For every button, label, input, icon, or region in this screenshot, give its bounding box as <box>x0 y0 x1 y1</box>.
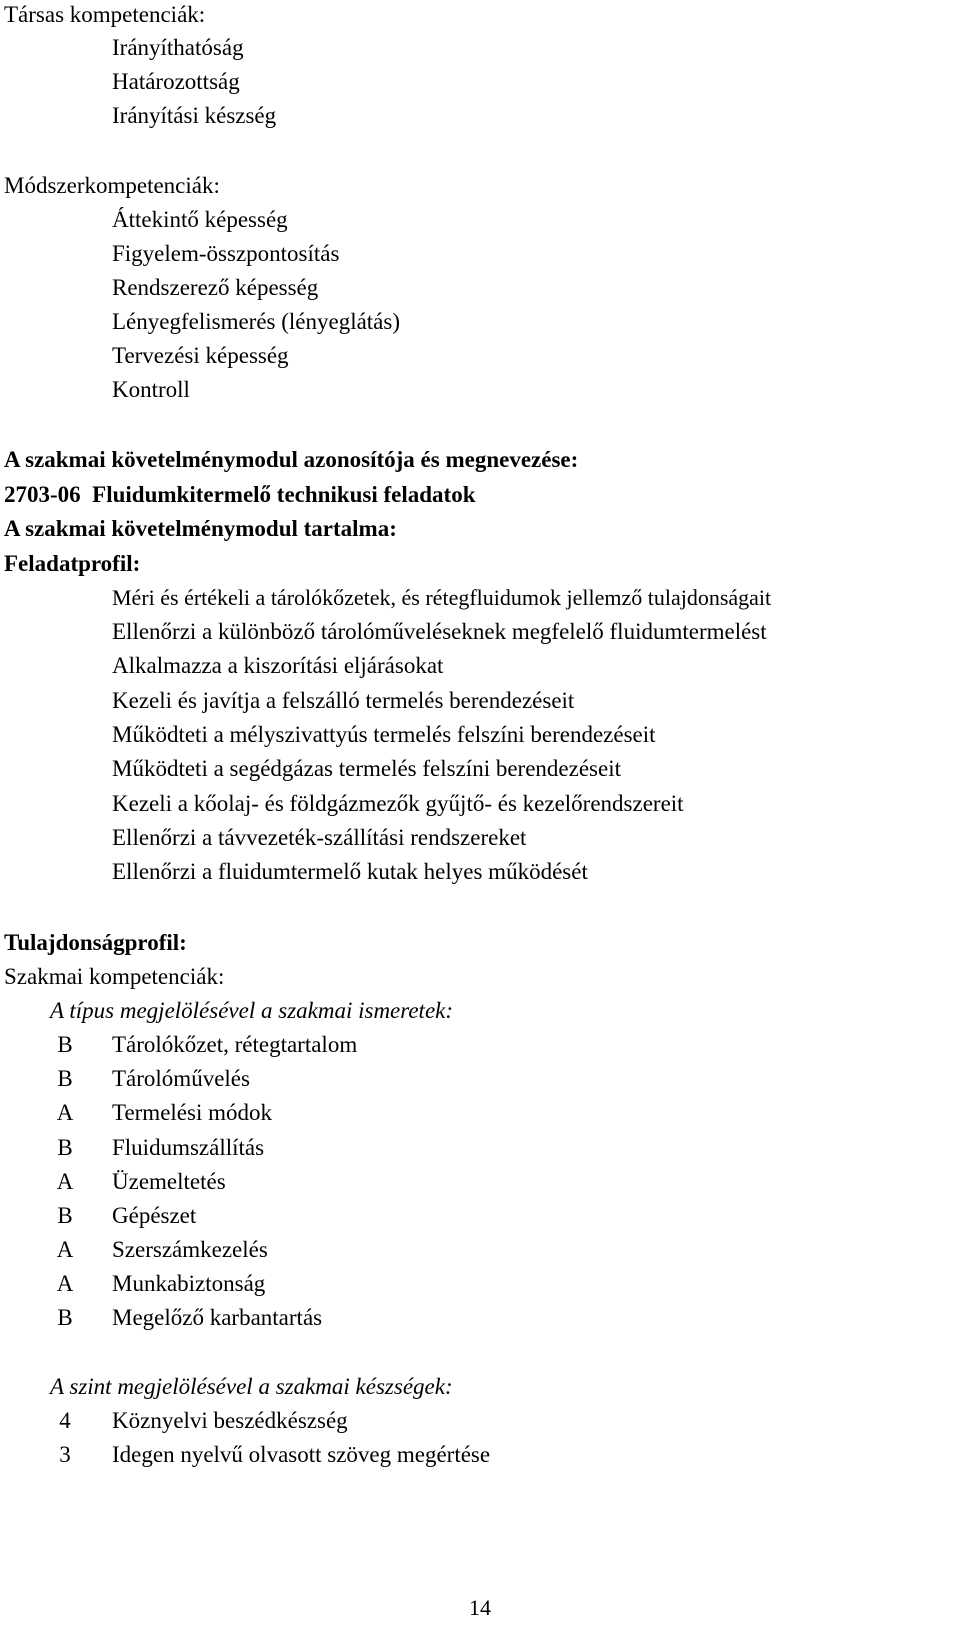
knowledge-code: A <box>56 1237 74 1262</box>
property-profile-heading: Tulajdonságprofil: <box>4 930 187 955</box>
knowledge-code: A <box>56 1169 74 1194</box>
skill-level: 3 <box>59 1442 71 1467</box>
task-item: Ellenőrzi a különböző tárolóműveléseknek megfelelő fluidumtermelést <box>112 619 767 644</box>
knowledge-item: Szerszámkezelés <box>112 1237 268 1262</box>
knowledge-code: B <box>57 1305 73 1330</box>
knowledge-heading: A típus megjelölésével a szakmai ismeretek: <box>50 998 454 1023</box>
task-item: Kezeli a kőolaj- és földgázmezők gyűjtő- és kezelőrendszereit <box>112 791 684 816</box>
knowledge-item: Tárolóművelés <box>112 1066 250 1091</box>
knowledge-item: Fluidumszállítás <box>112 1135 265 1160</box>
list-item: Figyelem-összpontosítás <box>112 241 340 266</box>
list-item: Rendszerező képesség <box>112 275 319 300</box>
list-item: Tervezési képesség <box>112 343 289 368</box>
knowledge-code: B <box>57 1135 73 1160</box>
module-id-label: A szakmai követelménymodul azonosítója és megnevezése: <box>4 447 579 472</box>
list-item: Irányítási készség <box>112 103 277 128</box>
knowledge-item: Megelőző karbantartás <box>112 1305 323 1330</box>
list-item: Áttekintő képesség <box>112 207 288 232</box>
knowledge-code: A <box>56 1271 74 1296</box>
module-id-value: 2703-06 Fluidumkitermelő technikusi feladatok <box>4 482 476 507</box>
task-item: Ellenőrzi a távvezeték-szállítási rendszereket <box>112 825 527 850</box>
list-item: Irányíthatóság <box>112 35 244 60</box>
module-content-label: A szakmai követelménymodul tartalma: <box>4 516 397 541</box>
knowledge-code: B <box>57 1032 73 1057</box>
list-item: Kontroll <box>112 377 190 402</box>
professional-competencies-heading: Szakmai kompetenciák: <box>4 964 225 989</box>
knowledge-item: Munkabiztonság <box>112 1271 266 1296</box>
skill-item: Köznyelvi beszédkészség <box>112 1408 348 1433</box>
knowledge-item: Tárolókőzet, rétegtartalom <box>112 1032 358 1057</box>
knowledge-item: Üzemeltetés <box>112 1169 226 1194</box>
skill-item: Idegen nyelvű olvasott szöveg megértése <box>112 1442 491 1467</box>
list-item: Határozottság <box>112 69 240 94</box>
knowledge-item: Termelési módok <box>112 1100 272 1125</box>
task-item: Működteti a segédgázas termelés felszíni berendezéseit <box>112 756 621 781</box>
page-number: 14 <box>469 1595 491 1620</box>
knowledge-code: B <box>57 1203 73 1228</box>
task-item: Működteti a mélyszivattyús termelés felszíni berendezéseit <box>112 722 656 747</box>
knowledge-code: A <box>56 1100 74 1125</box>
task-item: Alkalmazza a kiszorítási eljárásokat <box>112 653 444 678</box>
skills-heading: A szint megjelölésével a szakmai készségek: <box>50 1374 453 1399</box>
knowledge-code: B <box>57 1066 73 1091</box>
list-item: Lényegfelismerés (lényeglátás) <box>112 309 401 334</box>
knowledge-item: Gépészet <box>112 1203 197 1228</box>
task-item: Ellenőrzi a fluidumtermelő kutak helyes működését <box>112 859 588 884</box>
skill-level: 4 <box>59 1408 71 1433</box>
task-profile-heading: Feladatprofil: <box>4 551 141 576</box>
task-item: Kezeli és javítja a felszálló termelés berendezéseit <box>112 688 575 713</box>
social-competencies-heading: Társas kompetenciák: <box>4 2 206 27</box>
method-competencies-heading: Módszerkompetenciák: <box>4 173 220 198</box>
task-item: Méri és értékeli a tárolókőzetek, és rétegfluidumok jellemző tulajdonságait <box>112 585 772 610</box>
